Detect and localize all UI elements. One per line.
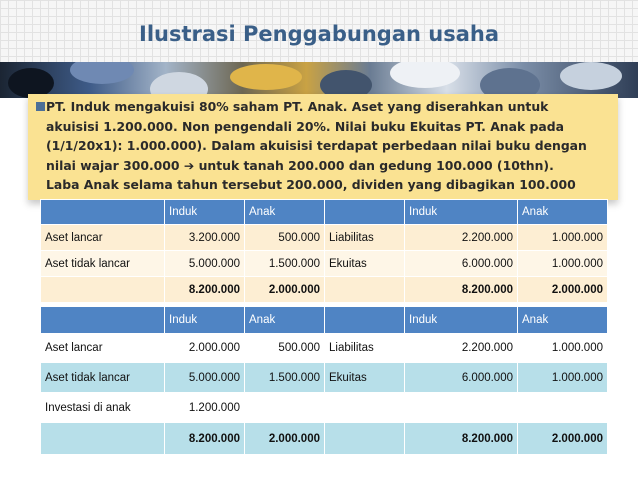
decorative-banner-image: [0, 62, 638, 98]
table-row: [41, 251, 607, 276]
table-cell: 1.000.000: [518, 363, 607, 392]
table-row: [41, 225, 607, 250]
table2-header-cell: Induk: [165, 307, 244, 333]
table-cell: 1.000.000: [518, 225, 607, 250]
table-cell: 2.000.000: [245, 423, 324, 454]
table-cell: 500.000: [245, 334, 324, 362]
table-cell: 8.200.000: [165, 277, 244, 302]
table-cell: 1.500.000: [245, 251, 324, 276]
table2-header-cell: [325, 307, 404, 333]
right-arrow-icon: ➔: [183, 157, 195, 173]
table-cell: 5.000.000: [165, 251, 244, 276]
table1-header-cell: Anak: [518, 200, 607, 224]
table-cell: 8.200.000: [165, 423, 244, 454]
bullet-box: [28, 94, 618, 200]
table-cell: [325, 277, 404, 302]
table-cell: Ekuitas: [325, 251, 404, 276]
table-cell: 500.000: [245, 225, 324, 250]
table1-header-cell: [41, 200, 164, 224]
table-cell: Aset tidak lancar: [41, 251, 164, 276]
bullet-text: [46, 97, 616, 195]
table-cell: 2.000.000: [518, 423, 607, 454]
table-cell: 6.000.000: [405, 251, 517, 276]
table-cell: 1.200.000: [165, 393, 244, 422]
slide-title: Ilustrasi Penggabungan usaha: [139, 22, 499, 46]
table1-header-row: [41, 200, 607, 224]
table-row: [41, 393, 607, 422]
table-cell: 1.000.000: [518, 251, 607, 276]
table-cell: 2.200.000: [405, 334, 517, 362]
table2-header-cell: Anak: [518, 307, 607, 333]
table-cell: Aset tidak lancar: [41, 363, 164, 392]
table-cell: [41, 277, 164, 302]
table-cell: Investasi di anak: [41, 393, 164, 422]
table-cell: [405, 393, 517, 422]
table-cell: Ekuitas: [325, 363, 404, 392]
table-cell: [518, 393, 607, 422]
bullet-line-4: [46, 156, 616, 176]
table-row: [41, 334, 607, 362]
bullet-line-5: Laba Anak selama tahun tersebut 200.000, dividen yang dibagikan 100.000: [46, 177, 576, 193]
bullet-line-4a: nilai wajar 300.000: [46, 157, 180, 173]
bullet-line-2: akuisisi 1.200.000. Non pengendali 20%. Nilai buku Ekuitas PT. Anak pada: [46, 118, 564, 134]
table1-header-cell: Anak: [245, 200, 324, 224]
table-cell: 2.000.000: [165, 334, 244, 362]
bullet-line-1: PT. Induk mengakuisi 80% saham PT. Anak. Aset yang diserahkan untuk: [46, 99, 549, 114]
table-total-row: [41, 423, 607, 454]
table2-header-cell: [41, 307, 164, 333]
table2-header-cell: Anak: [245, 307, 324, 333]
table-cell: 6.000.000: [405, 363, 517, 392]
table-cell: [325, 423, 404, 454]
table-cell: Liabilitas: [325, 225, 404, 250]
table-row: [41, 363, 607, 392]
table1-header-cell: Induk: [165, 200, 244, 224]
bullet-line-3: (1/1/20x1): 1.000.000). Dalam akuisisi terdapat perbedaan nilai buku dengan: [46, 138, 587, 154]
table1-header-cell: [325, 200, 404, 224]
table2-header-cell: Induk: [405, 307, 517, 333]
table-cell: 8.200.000: [405, 423, 517, 454]
table-cell: Aset lancar: [41, 225, 164, 250]
table2-header-row: [41, 307, 607, 333]
table-cell: 1.000.000: [518, 334, 607, 362]
bullet-square-icon: [36, 102, 45, 111]
table-cell: [325, 393, 404, 422]
table-cell: 2.000.000: [245, 277, 324, 302]
table-cell: [41, 423, 164, 454]
table-cell: 2.200.000: [405, 225, 517, 250]
table-cell: 8.200.000: [405, 277, 517, 302]
title-area: [0, 0, 638, 62]
table-cell: Aset lancar: [41, 334, 164, 362]
table-cell: [245, 393, 324, 422]
bullet-line-4b: untuk tanah 200.000 dan gedung 100.000 (10thn).: [198, 157, 554, 173]
balance-table-1: [40, 199, 608, 303]
table-cell: 5.000.000: [165, 363, 244, 392]
balance-table-2: [40, 306, 608, 455]
table-total-row: [41, 277, 607, 302]
table-cell: 2.000.000: [518, 277, 607, 302]
table-cell: 3.200.000: [165, 225, 244, 250]
table-cell: 1.500.000: [245, 363, 324, 392]
table-cell: Liabilitas: [325, 334, 404, 362]
table1-header-cell: Induk: [405, 200, 517, 224]
